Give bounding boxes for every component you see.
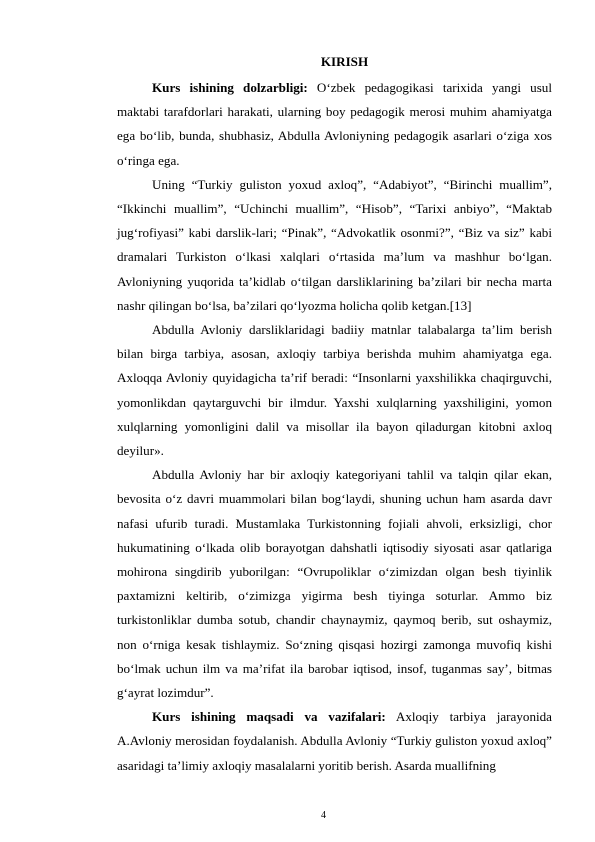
paragraph-lead: Kurs ishining dolzarbligi: — [152, 80, 308, 95]
paragraph-lead: Kurs ishining maqsadi va vazifalari: — [152, 709, 386, 725]
paragraph-text: Uning “Turkiy guliston yoxud axloq”, “Adabiyot”, “Birinchi muallim”, “Ikkinchi muallim”, “Uchinchi muallim”, “Hisob”, “Tarixi anbiyo”, “Maktab jug‘rofiyasi” kabi darslik-lari; “Pinak”, “Advokatlik osonmi?”, “Biz va siz” kabi dramalari Turkiston o‘lkasi xalqlari o‘rtasida ma’lum va mashhur bo‘lgan. Avloniyning yuqorida ta’kidlab o‘tilgan darsliklarining ba’zilari bir necha marta nashr qilingan bo‘lsa, ba’zilari qo‘lyozma holicha qolib ketgan.[13] — [117, 176, 552, 313]
page-number: 4 — [321, 810, 326, 821]
paragraph-works — [117, 173, 552, 318]
document-page — [117, 51, 552, 778]
paragraph-text: Abdulla Avloniy darsliklaridagi badiiy matnlar talabalarga ta’lim berish bilan birga tarbiya, asosan, axloqiy tarbiya berishda muhim ahamiyatga ega. Axloqqa Avloniy quyidagicha ta’rif beradi: “Insonlarni yaxshilikka chaqirguvchi, yomonlikdan qaytarguvchi bir ilmdur. Yaxshi xulqlarning yaxshiligini, yomon xulqlarning yomonligini dalil va misollar ila bayon qiladurgan kitobni axloq deyilur». — [117, 322, 552, 459]
paragraph-textbooks — [117, 318, 552, 463]
paragraph-analysis — [117, 463, 552, 705]
section-heading: KIRISH — [320, 54, 369, 69]
paragraph-text: Abdulla Avloniy har bir axloqiy kategoriyani tahlil va talqin qilar ekan, bevosita o‘z davri muammolari bilan bog‘laydi, shuning uchun ham asarda davr nafasi ufurib turadi. Mustamlaka Turkistonning fojiali ahvoli, erksizligi, chor hukumatining o‘lkada olib borayotgan dahshatli iqtisodiy siyosati asar qatlariga mohirona singdirib yuborilgan: “Ovrupoliklar o‘zimizdan olgan besh tiyinlik paxtamizni keltirib, o‘zimizga yigirma besh tiyinga soturlar. Ammo biz turkistonliklar dumba sotub, chandir chaynaymiz, qaymoq berib, sut oshaymiz, non o‘rniga kesak tishlaymiz. So‘zning qisqasi hozirgi zamonga muvofiq kishi bo‘lmak uchun ilm va ma’rifat ila barobar iqtisod, insof, tuganmas say’, bitmas g‘ayrat lozimdur”. — [117, 467, 552, 701]
paragraph-text: O‘zbek pedagogikasi tarixida yangi usul maktabi tarafdorlari harakati, ularning boy pedagogik merosi muhim ahamiyatga ega bo‘lib, bunda, shubhasiz, Abdulla Avloniyning pedagogik asarlari o‘ziga xos o‘ringa ega. — [117, 80, 552, 168]
paragraph-text: Axloqiy tarbiya jarayonida A.Avloniy merosidan foydalanish. Abdulla Avloniy “Turkiy guliston yoxud axloq” asaridagi ta’limiy axloqiy masalalarni yoritib berish. Asarda muallifning — [117, 709, 552, 773]
paragraph-relevance — [117, 76, 552, 173]
paragraph-goals — [117, 705, 552, 778]
